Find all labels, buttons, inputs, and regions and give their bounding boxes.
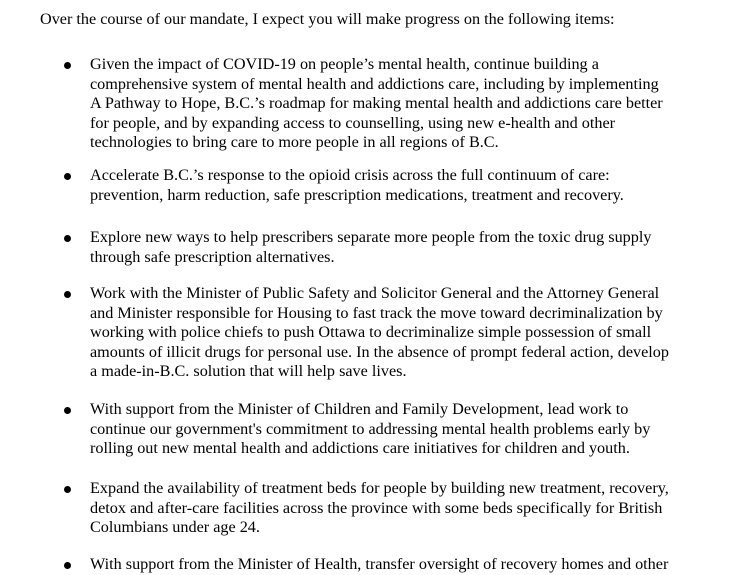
bullet-icon — [64, 562, 71, 569]
list-item-text: Given the impact of COVID-19 on people’s mental health, continue building a comprehensive system of mental health and addictions care, including by implementing A Pathway to Hope, B.C.’s roadmap for making mental health and addictions care better for people, and by expanding access to counselling, using new e-health and other technologies to bring care to more people in all regions of B.C. — [90, 55, 663, 152]
list-item-text: With support from the Minister of Children and Family Development, lead work to continue our government's commitment to addressing mental health problems early by rolling out new mental health and addictions care initiatives for children and youth. — [90, 400, 651, 458]
list-item-text: Explore new ways to help prescribers separate more people from the toxic drug supply through safe prescription alternatives. — [90, 228, 652, 266]
list-item-text: Expand the availability of treatment beds for people by building new treatment, recovery, detox and after-care facilities across the province with some beds specifically for British Columbians under age 24. — [90, 479, 669, 537]
bullet-icon — [64, 235, 71, 242]
bullet-icon — [64, 62, 71, 69]
bullet-icon — [64, 173, 71, 180]
bullet-icon — [64, 291, 71, 298]
bullet-icon — [64, 407, 71, 414]
list-item-text: Work with the Minister of Public Safety and Solicitor General and the Attorney General and Minister responsible for Housing to fast track the move toward decriminalization by working with police chiefs to push Ottawa to decriminalize simple possession of small amounts of illicit drugs for personal use. In the absence of prompt federal action, develop a made-in-B.C. solution that will help save lives. — [90, 284, 669, 381]
list-item-text: With support from the Minister of Health, transfer oversight of recovery homes and other — [90, 555, 669, 573]
bullet-icon — [64, 486, 71, 493]
intro-paragraph: Over the course of our mandate, I expect you will make progress on the following items: — [40, 10, 615, 28]
list-item-text: Accelerate B.C.’s response to the opioid crisis across the full continuum of care: prevention, harm reduction, safe prescription medications, treatment and recovery. — [90, 166, 624, 204]
